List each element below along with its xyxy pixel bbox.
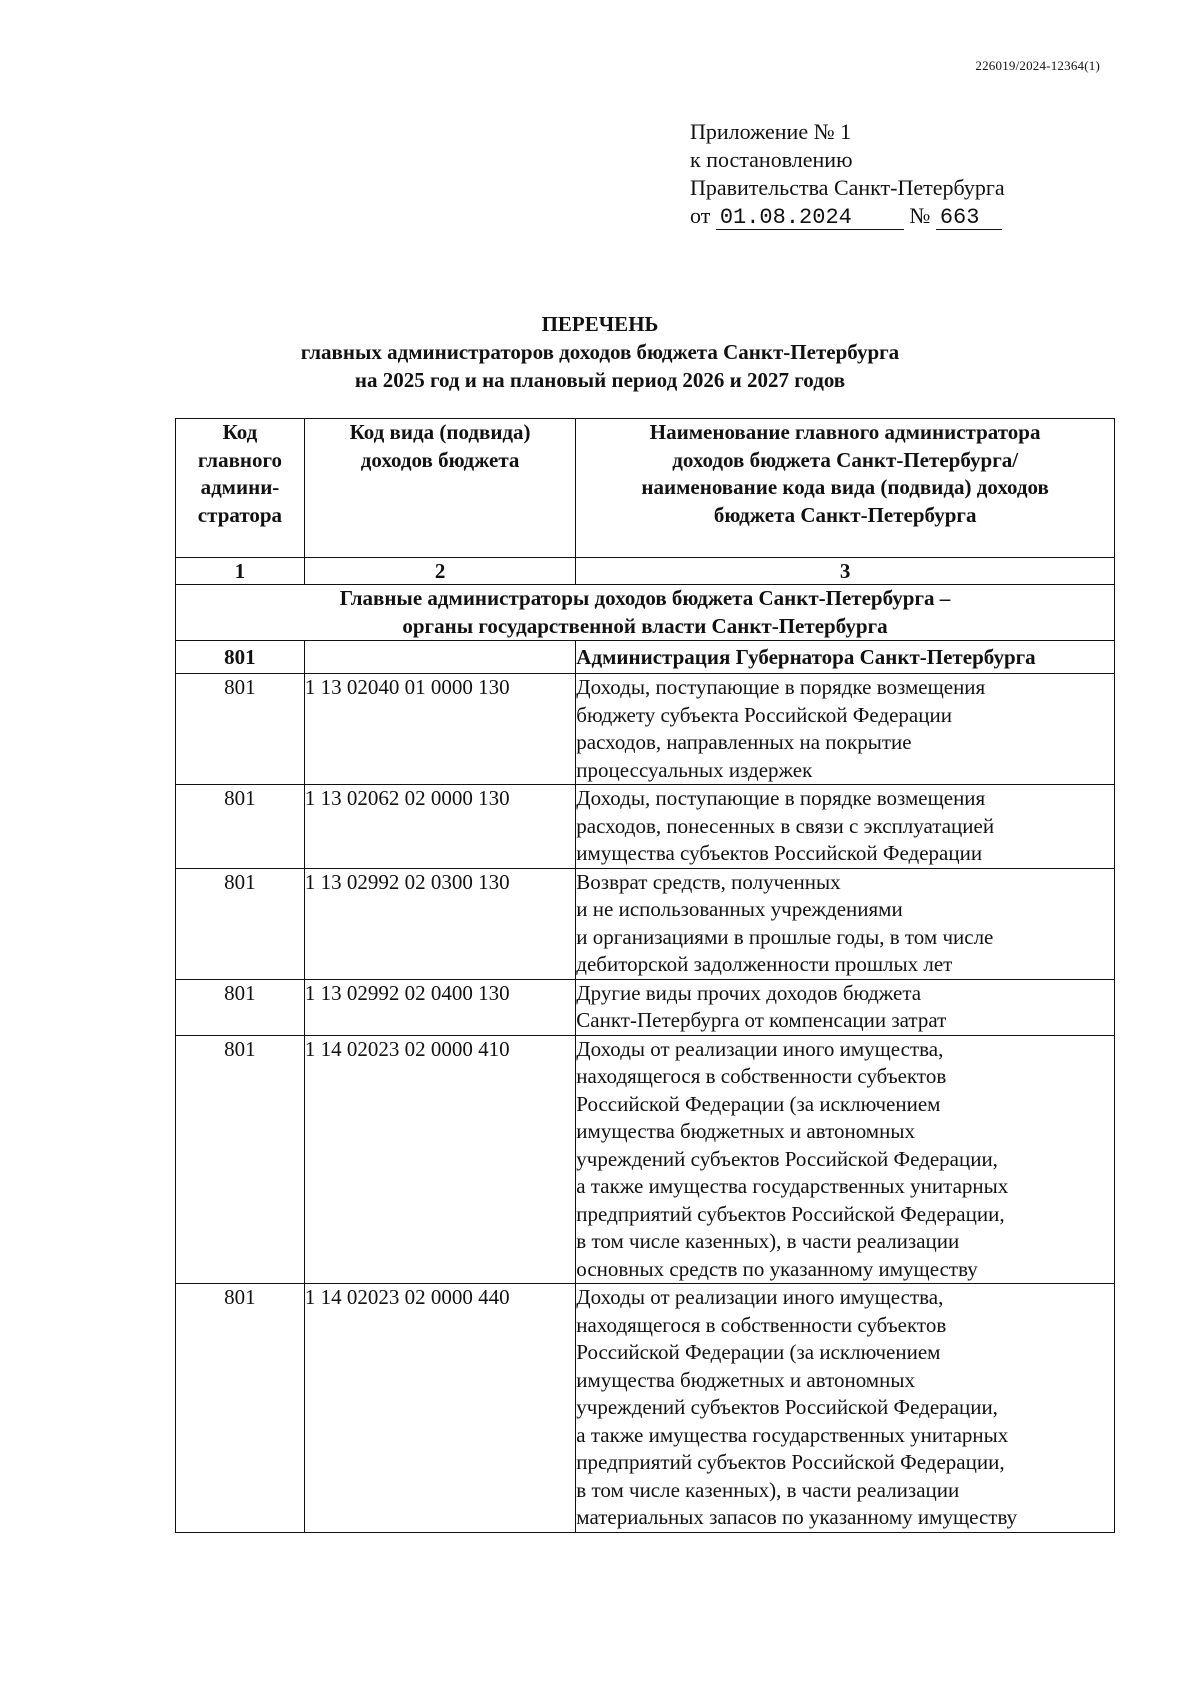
administrators-table [175, 418, 1115, 1533]
attachment-line-1: Приложение № 1 [690, 119, 852, 144]
header-income-kind-code: Код вида (подвида) доходов бюджета [304, 419, 575, 558]
row-income-name [576, 674, 1115, 785]
row-income-name-line: а также имущества государственных унитарных [576, 1422, 1009, 1447]
row-income-kind-code: 1 13 02062 02 0000 130 [304, 785, 575, 869]
row-income-name-line: в том числе казенных), в части реализации [576, 1229, 960, 1253]
row-income-name-line: расходов, направленных на покрытие [576, 730, 912, 754]
admin-name: Администрация Губернатора Санкт-Петербурга [576, 641, 1115, 674]
row-income-name-line: процессуальных издержек [576, 757, 813, 782]
table-row [176, 785, 1115, 869]
row-income-name-line: а также имущества государственных унитарных [576, 1174, 1009, 1198]
row-income-name-line: находящегося в собственности субъектов [576, 1064, 947, 1088]
document-registration-number: 226019/2024-12364(1) [975, 58, 1100, 73]
row-income-name-line: находящегося в собственности субъектов [576, 1312, 947, 1337]
row-income-name-line: Возврат средств, полученных [576, 869, 841, 894]
table-header-row [176, 419, 1115, 558]
row-income-name [576, 1284, 1115, 1533]
title-line-1: ПЕРЕЧЕНЬ [541, 312, 659, 336]
attachment-line-3: Правительства Санкт-Петербурга [690, 175, 1005, 200]
attachment-block [690, 118, 1005, 230]
admin-code: 801 [176, 641, 305, 674]
row-income-name-line: Доходы, поступающие в порядке возмещения [576, 786, 986, 810]
resolution-date: 01.08.2024 [716, 207, 904, 230]
row-income-name-line: учреждений субъектов Российской Федерации, [576, 1395, 998, 1419]
row-income-name-line: Доходы от реализации иного имущества, [576, 1036, 944, 1061]
row-income-name-line: и организациями в прошлые годы, в том числе [576, 924, 994, 949]
column-number-row [176, 558, 1115, 585]
row-income-name-line: имущества субъектов Российской Федерации [576, 841, 983, 865]
header-name: Наименование главного администратора доходов бюджета Санкт-Петербурга/ наименование кода вида (подвида) доходов бюджета Санкт-Петербурга [576, 419, 1115, 558]
table-row [176, 1284, 1115, 1533]
row-income-name [576, 979, 1115, 1035]
admin-kind-code [304, 641, 575, 674]
row-income-name [576, 868, 1115, 979]
row-income-name [576, 785, 1115, 869]
row-income-name-line: имущества бюджетных и автономных [576, 1367, 915, 1392]
column-number-1: 1 [176, 558, 305, 585]
column-number-2: 2 [304, 558, 575, 585]
admin-row [176, 641, 1115, 674]
row-admin-code: 801 [176, 868, 305, 979]
from-label: от [690, 203, 711, 228]
row-income-name-line: Санкт-Петербурга от компенсации затрат [576, 1008, 947, 1032]
row-income-kind-code: 1 13 02992 02 0400 130 [304, 979, 575, 1035]
row-admin-code: 801 [176, 674, 305, 785]
number-label: № [909, 203, 931, 228]
table-row [176, 868, 1115, 979]
table-row [176, 674, 1115, 785]
row-income-name-line: предприятий субъектов Российской Федерации, [576, 1450, 1005, 1474]
row-income-name-line: Российской Федерации (за исключением [576, 1091, 941, 1116]
row-income-name-line: дебиторской задолженности прошлых лет [576, 952, 953, 976]
row-income-name-line: бюджету субъекта Российской Федерации [576, 702, 952, 727]
row-income-name-line: основных средств по указанному имуществу [576, 1256, 978, 1281]
section-heading: Главные администраторы доходов бюджета Санкт-Петербурга – органы государственной власти Санкт-Петербурга [176, 585, 1115, 641]
row-income-name-line: предприятий субъектов Российской Федерации, [576, 1201, 1005, 1226]
title-line-3: на 2025 год и на плановый период 2026 и 2027 годов [354, 368, 846, 392]
row-income-name [576, 1035, 1115, 1284]
resolution-number: 663 [936, 207, 1002, 230]
header-admin-code: Код главного админи- стратора [176, 419, 305, 558]
row-admin-code: 801 [176, 1284, 305, 1533]
row-income-name-line: учреждений субъектов Российской Федерации, [576, 1146, 998, 1171]
row-income-kind-code: 1 13 02040 01 0000 130 [304, 674, 575, 785]
attachment-date-line [690, 202, 1005, 230]
row-income-name-line: Доходы, поступающие в порядке возмещения [576, 675, 986, 699]
row-admin-code: 801 [176, 1035, 305, 1284]
section-row [176, 585, 1115, 641]
attachment-line-2: к постановлению [690, 147, 853, 172]
row-admin-code: 801 [176, 785, 305, 869]
row-income-name-line: расходов, понесенных в связи с эксплуатацией [576, 813, 995, 838]
row-income-name-line: имущества бюджетных и автономных [576, 1119, 915, 1143]
row-income-name-line: Доходы от реализации иного имущества, [576, 1285, 944, 1309]
row-admin-code: 801 [176, 979, 305, 1035]
row-income-name-line: Другие виды прочих доходов бюджета [576, 980, 922, 1005]
row-income-kind-code: 1 14 02023 02 0000 410 [304, 1035, 575, 1284]
row-income-name-line: Российской Федерации (за исключением [576, 1340, 941, 1364]
table-row [176, 1035, 1115, 1284]
row-income-name-line: материальных запасов по указанному имуществу [576, 1505, 1018, 1529]
document-title [0, 310, 1200, 394]
row-income-name-line: в том числе казенных), в части реализации [576, 1477, 960, 1502]
table-row [176, 979, 1115, 1035]
row-income-kind-code: 1 14 02023 02 0000 440 [304, 1284, 575, 1533]
row-income-name-line: и не использованных учреждениями [576, 897, 903, 921]
title-line-2: главных администраторов доходов бюджета Санкт-Петербурга [300, 340, 900, 364]
column-number-3: 3 [576, 558, 1115, 585]
row-income-kind-code: 1 13 02992 02 0300 130 [304, 868, 575, 979]
